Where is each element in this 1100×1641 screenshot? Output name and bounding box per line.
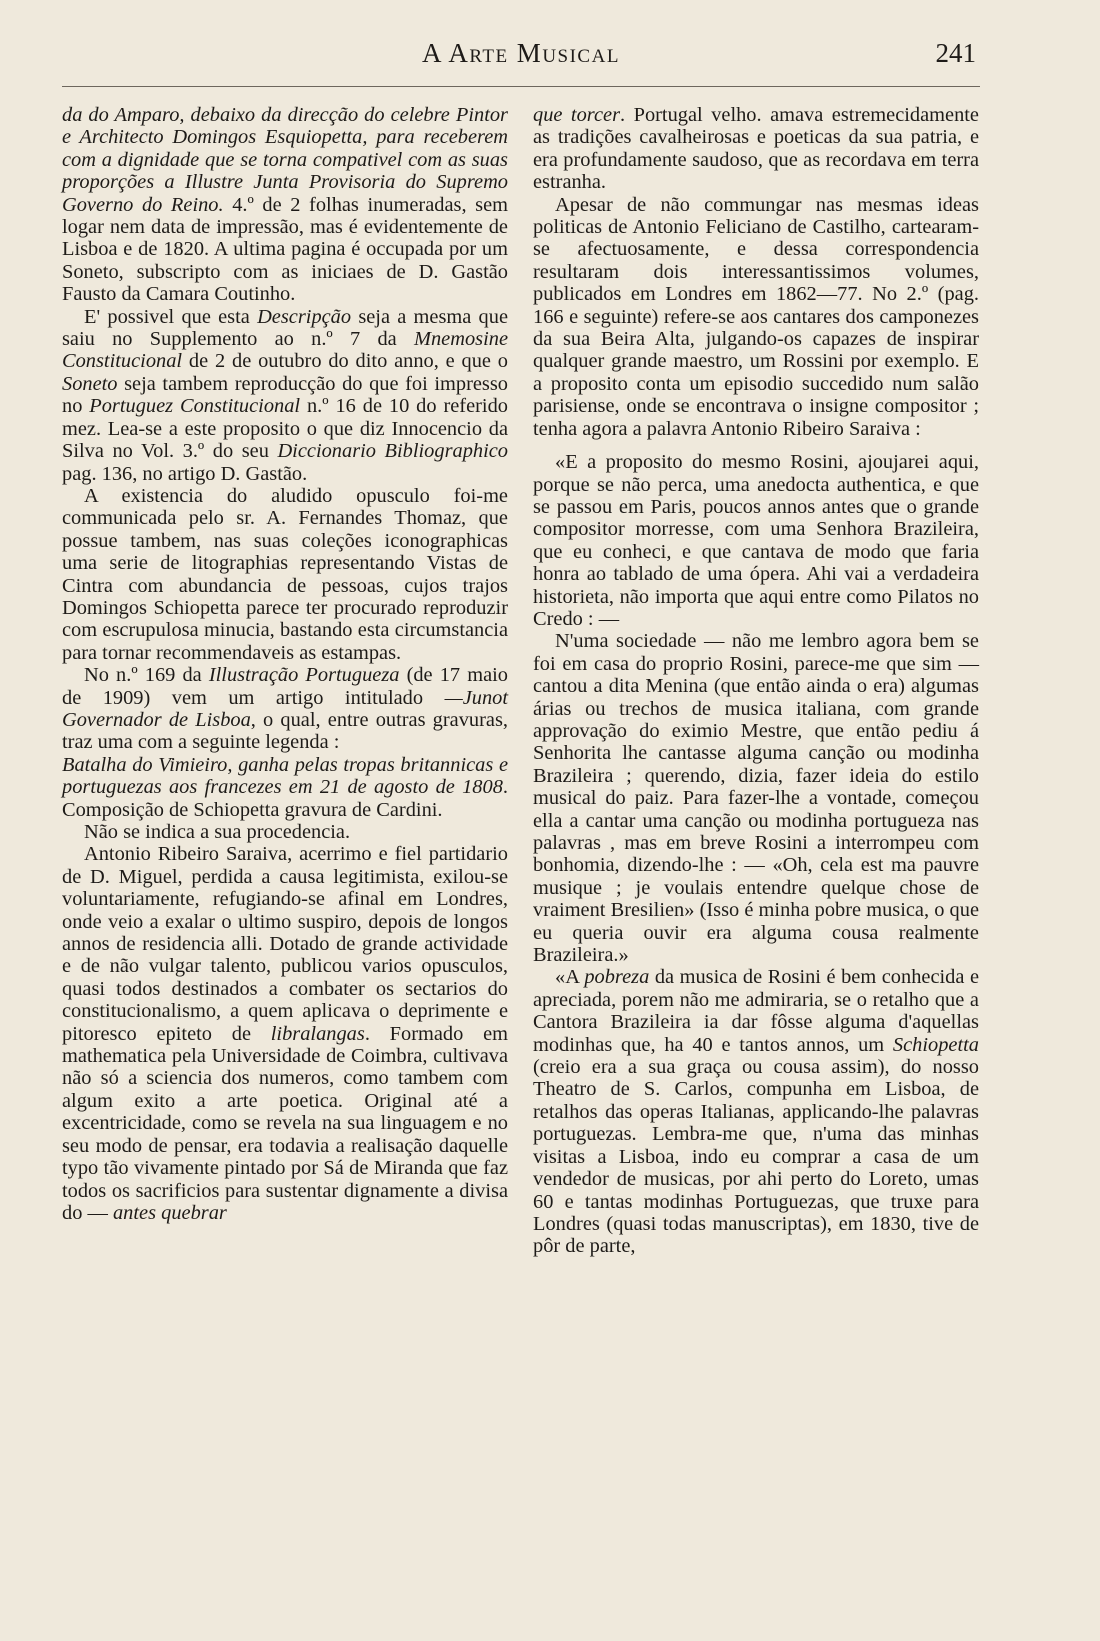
paragraph: «A pobreza da musica de Rosini é bem conhecida e apreciada, porem não me admiraria, se o retalho que a Cantora Brazileira ia dar fôsse alguma d'aquellas modinhas que, ha 40 e tantos annos, um Schiopetta (creio era a sua graça ou cousa assim), do nosso Theatro de S. Carlos, compunha em Lisboa, de retalhos das operas Italianas, applicando-lhe palavras portuguezas. Lembra-me que, n'uma das minhas visitas a Lisboa, indo eu comprar a casa de um vendedor de musicas, por ahi perto do Loreto, umas 60 e tantas modinhas Portuguezas, que truxe para Londres (quasi todas manuscriptas), em 1830, tive de pôr de parte, xyxy=(533,966,979,1258)
paragraph: N'uma sociedade — não me lembro agora bem se foi em casa do proprio Rosini, parece-me que sim — cantou a dita Menina (que então ainda o era) algumas árias ou trechos de musica italiana, com grande approvação do eximio Mestre, que então pediu á Senhorita lhe cantasse alguma canção ou modinha Brazileira ; querendo, dizia, fazer ideia do estilo musical do paiz. Para fazer-lhe a vontade, começou ella a cantar uma canção ou modinha portugueza nas palavras , mas em breve Rosini a interrompeu com bonhomia, dizendo-lhe : — «Oh, cela est ma pauvre musique ; je voulais entendre quelque chose de vraiment Bresilien» (Isso é minha pobre musica, o que eu queria ouvir era alguma cousa realmente Brazileira.» xyxy=(533,630,979,967)
page-header xyxy=(62,38,980,78)
header-rule xyxy=(62,86,980,87)
paragraph: que torcer. Portugal velho. amava estremecidamente as tradições cavalheirosas e poeticas da sua patria, e era profundamente saudoso, que as recordava em terra estranha. xyxy=(533,104,979,194)
paragraph: A existencia do aludido opusculo foi-me communicada pelo sr. A. Fernandes Thomaz, que possue tambem, nas suas coleções iconographicas uma serie de litographias representando Vistas de Cintra com abundancia de pessoas, cujos trajos Domingos Schiopetta parece ter procurado reproduzir com escrupulosa minucia, bastando esta circumstancia para tornar recommendaveis as estampas. xyxy=(62,484,508,664)
page-number: 241 xyxy=(935,38,976,68)
paragraph: Não se indica a sua procedencia. xyxy=(84,821,351,843)
right-column xyxy=(533,104,979,1258)
paragraph: «E a proposito do mesmo Rosini, ajoujarei aqui, porque se não perca, uma anedocta authentica, e que se passou em Paris, poucos annos antes que o grande compositor morresse, com uma Senhora Brazileira, que eu conheci, e que cantava de modo que faria honra ao tablado de uma ópera. Ahi vai a verdadeira historieta, não importa que aqui entre como Pilatos no Credo : — xyxy=(533,451,979,630)
paragraph: Batalha do Vimieiro, ganha pelas tropas britannicas e portuguezas aos francezes em 21 de agosto de 1808. Composição de Schiopetta gravura de Cardini. xyxy=(62,753,508,821)
left-column xyxy=(62,104,508,1224)
paragraph: da do Amparo, debaixo da direcção do celebre Pintor e Architecto Domingos Esquiopetta, para receberem com a dignidade que se torna compativel com as suas proporções a Illustre Junta Provisoria do Supremo Governo do Reino. 4.º de 2 folhas inumeradas, sem logar nem data de impressão, mas é evidentemente de Lisboa e de 1820. A ultima pagina é occupada por um Soneto, subscripto com as iniciaes de D. Gastão Fausto da Camara Coutinho. xyxy=(62,104,508,306)
running-title: A Arte Musical xyxy=(422,38,620,68)
paragraph: Antonio Ribeiro Saraiva, acerrimo e fiel partidario de D. Miguel, perdida a causa legitimista, exilou-se voluntariamente, refugiando-se afinal em Londres, onde veio a exalar o ultimo suspiro, depois de longos annos de residencia alli. Dotado de grande actividade e de não vulgar talento, publicou varios opusculos, quasi todos destinados a combater os sectarios do constitucionalismo, a quem aplicava o deprimente e pitoresco epiteto de libralangas. Formado em mathematica pela Universidade de Coimbra, cultivava não só a sciencia dos numeros, como tambem com algum exito a arte poetica. Original até a excentricidade, como se revela na sua linguagem e no seu modo de pensar, era todavia a realisação daquelle typo tão vivamente pintado por Sá de Miranda que faz todos os sacrificios para sustentar dignamente a divisa do — antes quebrar xyxy=(62,843,508,1224)
paragraph: No n.º 169 da Illustração Portugueza (de 17 maio de 1909) vem um artigo intitulado —Junot Governador de Lisboa, o qual, entre outras gravuras, traz uma com a seguinte legenda : xyxy=(62,664,508,754)
paragraph: Apesar de não commungar nas mesmas ideas politicas de Antonio Feliciano de Castilho, cartearam-se afectuosamente, e dessa correspondencia resultaram dois interessantissimos volumes, publicados em Londres em 1862—77. No 2.º (pag. 166 e seguinte) refere-se aos cantares dos camponezes da sua Beira Alta, julgando-os capazes de inspirar qualquer grande maestro, um Rossini por exemplo. E a proposito conta um episodio succedido num salão parisiense, onde se encontrava o insigne compositor ; tenha agora a palavra Antonio Ribeiro Saraiva : xyxy=(533,193,979,440)
paragraph: E' possivel que esta Descripção seja a mesma que saiu no Supplemento ao n.º 7 da Mnemosine Constitucional de 2 de outubro do dito anno, e que o Soneto seja tambem reproducção do que foi impresso no Portuguez Constitucional n.º 16 de 10 do referido mez. Lea-se a este proposito o que diz Innocencio da Silva no Vol. 3.º do seu Diccionario Bibliographico pag. 136, no artigo D. Gastão. xyxy=(62,305,509,485)
